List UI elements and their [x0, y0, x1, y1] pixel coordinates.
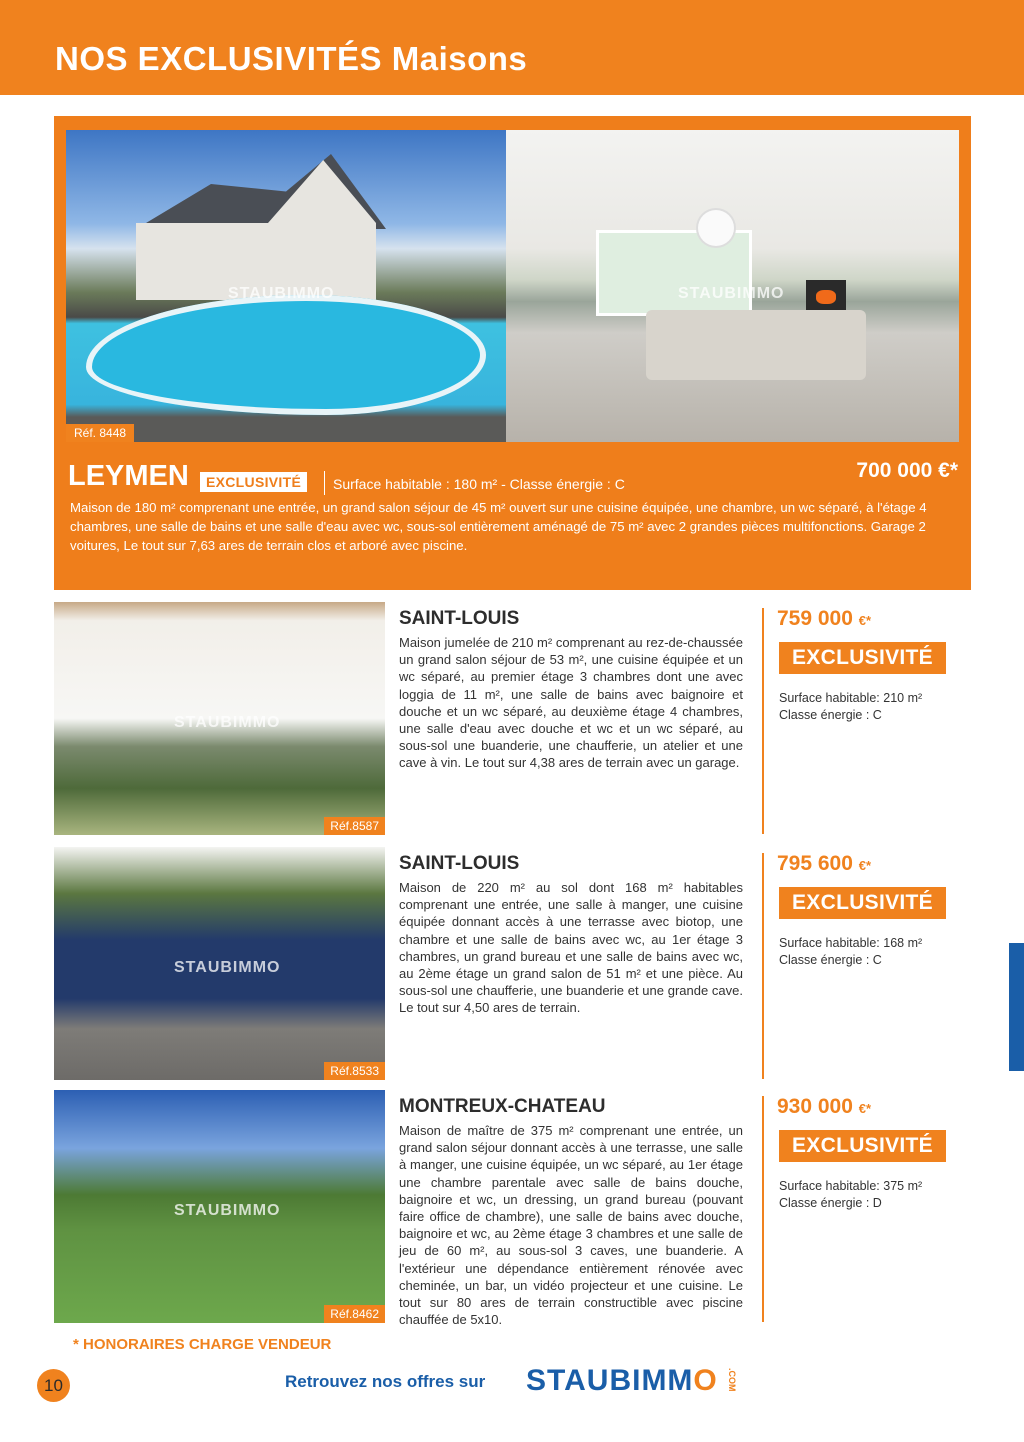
listing-ref: Réf.8587: [324, 817, 385, 835]
listing-meta: [779, 690, 922, 724]
price-value: 759 000: [777, 607, 853, 630]
listing-card[interactable]: [54, 1090, 971, 1328]
surface-text: Surface habitable: 375 m²: [779, 1179, 923, 1193]
featured-surface: Surface habitable : 180 m² - Classe énergie : C: [333, 476, 625, 492]
listing-price: [777, 1095, 871, 1119]
listing-price: [777, 607, 871, 631]
divider: [762, 608, 764, 834]
listing-meta: [779, 935, 922, 969]
window-shape: [596, 230, 752, 316]
energy-class-text: Classe énergie : C: [779, 708, 882, 722]
listing-ref: Réf.8462: [324, 1305, 385, 1323]
divider: [324, 471, 325, 495]
listing-description: Maison de maître de 375 m² comprenant une entrée, un grand salon séjour donnant accès à une terrasse, une salle à manger, une cuisine équipée, un wc séparé, au 1er étage une chambre parentale avec salle de bains douche, baignoire et wc, un dressing, un grand bureau (pouvant faire office de chambre), une salle de bains avec douche, baignoire et wc, au 2ème étage 3 chambres et une salle de jeu de 60 m², au sous-sol 3 caves, une buanderie. A l'extérieur une dépendance entièrement rénovée avec cheminée, un bar, un vidéo projecteur et une cuisine. Le tout sur 80 ares de terrain constructible avec piscine chauffée de 5x10.: [399, 1123, 743, 1328]
featured-photo-interior: [506, 130, 959, 442]
exclusive-badge: EXCLUSIVITÉ: [779, 642, 946, 674]
featured-photo-exterior: [66, 130, 506, 442]
divider: [762, 1096, 764, 1322]
fees-footnote: * HONORAIRES CHARGE VENDEUR: [73, 1336, 332, 1353]
watermark: STAUBIMMO: [228, 285, 335, 302]
listing-card[interactable]: [54, 847, 971, 1080]
side-tab: [1009, 943, 1024, 1071]
logo-com-suffix: .COM: [727, 1368, 737, 1392]
energy-class-text: Classe énergie : D: [779, 1196, 882, 1210]
featured-price: 700 000 €*: [856, 459, 958, 482]
listing-photo: [54, 1090, 385, 1323]
price-suffix: €*: [858, 1101, 872, 1116]
lamp-shape: [698, 210, 734, 246]
featured-listing[interactable]: [54, 116, 971, 590]
watermark: STAUBIMMO: [174, 959, 281, 976]
fireplace-shape: [806, 280, 846, 310]
house-shape: [136, 160, 376, 300]
pool-shape: [86, 295, 486, 415]
listing-city: MONTREUX-CHATEAU: [399, 1096, 606, 1117]
surface-text: Surface habitable: 168 m²: [779, 936, 923, 950]
featured-description: Maison de 180 m² comprenant une entrée, un grand salon séjour de 45 m² ouvert sur une cuisine équipée, une chambre, un wc séparé, à l'étage 4 chambres, une salle de bains et une salle d'eau avec wc, sous-sol entièrement aménagé de 75 m² avec 2 grandes pièces multifonctions. Garage 2 voitures, Le tout sur 7,63 ares de terrain clos et arboré avec piscine.: [70, 500, 927, 553]
staubimmo-logo[interactable]: [526, 1364, 718, 1398]
page-title: NOS EXCLUSIVITÉS Maisons: [55, 40, 528, 77]
exclusive-badge: EXCLUSIVITÉ: [779, 887, 946, 919]
listing-meta: [779, 1178, 922, 1212]
surface-text: Surface habitable: 210 m²: [779, 691, 923, 705]
listing-city: SAINT-LOUIS: [399, 608, 520, 629]
watermark: STAUBIMMO: [678, 285, 785, 302]
watermark: STAUBIMMO: [174, 1202, 281, 1219]
listing-photo: [54, 602, 385, 835]
logo-text: STAUBIMM: [526, 1364, 694, 1397]
page-header: [0, 0, 1024, 95]
listing-ref: Réf.8533: [324, 1062, 385, 1080]
sofa-shape: [646, 310, 866, 380]
price-suffix: €*: [858, 858, 872, 873]
page-number: 10: [37, 1369, 70, 1402]
divider: [762, 853, 764, 1079]
listing-photo: [54, 847, 385, 1080]
featured-exclusive-badge: EXCLUSIVITÉ: [200, 472, 307, 492]
price-value: 795 600: [777, 852, 853, 875]
featured-city: LEYMEN: [68, 460, 189, 492]
logo-o: O: [693, 1364, 718, 1397]
exclusive-badge: EXCLUSIVITÉ: [779, 1130, 946, 1162]
watermark: STAUBIMMO: [174, 714, 281, 731]
price-value: 930 000: [777, 1095, 853, 1118]
listing-price: [777, 852, 871, 876]
listing-city: SAINT-LOUIS: [399, 853, 520, 874]
price-suffix: €*: [858, 613, 872, 628]
featured-ref: Réf. 8448: [66, 424, 134, 442]
listing-description: Maison jumelée de 210 m² comprenant au rez-de-chaussée un grand salon séjour de 53 m², une cuisine équipée et un wc séparé, au premier étage 3 chambres dont une avec loggia de 11 m², une salle de bains avec baignoire et douche et un wc séparé, au deuxième étage 4 chambres, une salle d'eau avec douche et wc et un wc séparé, au sous-sol une buanderie, une chaufferie, un atelier et une cave à vin. Le tout sur 4,38 ares de terrain avec un garage.: [399, 635, 743, 771]
listing-card[interactable]: [54, 602, 971, 835]
website-cta: Retrouvez nos offres sur: [285, 1372, 486, 1391]
energy-class-text: Classe énergie : C: [779, 953, 882, 967]
listing-description: Maison de 220 m² au sol dont 168 m² habitables comprenant une entrée, une salle à manger, une cuisine équipée donnant accès à une terrasse avec biotop, une chambre et une salle de bains avec wc, au 1er étage 3 chambres, un grand bureau et une salle de bains avec wc, au 2ème étage un grand salon de 51 m² et une pièce. Au sous-sol une chaufferie, une buanderie et une grande cave. Le tout sur 4,50 ares de terrain.: [399, 880, 743, 1016]
